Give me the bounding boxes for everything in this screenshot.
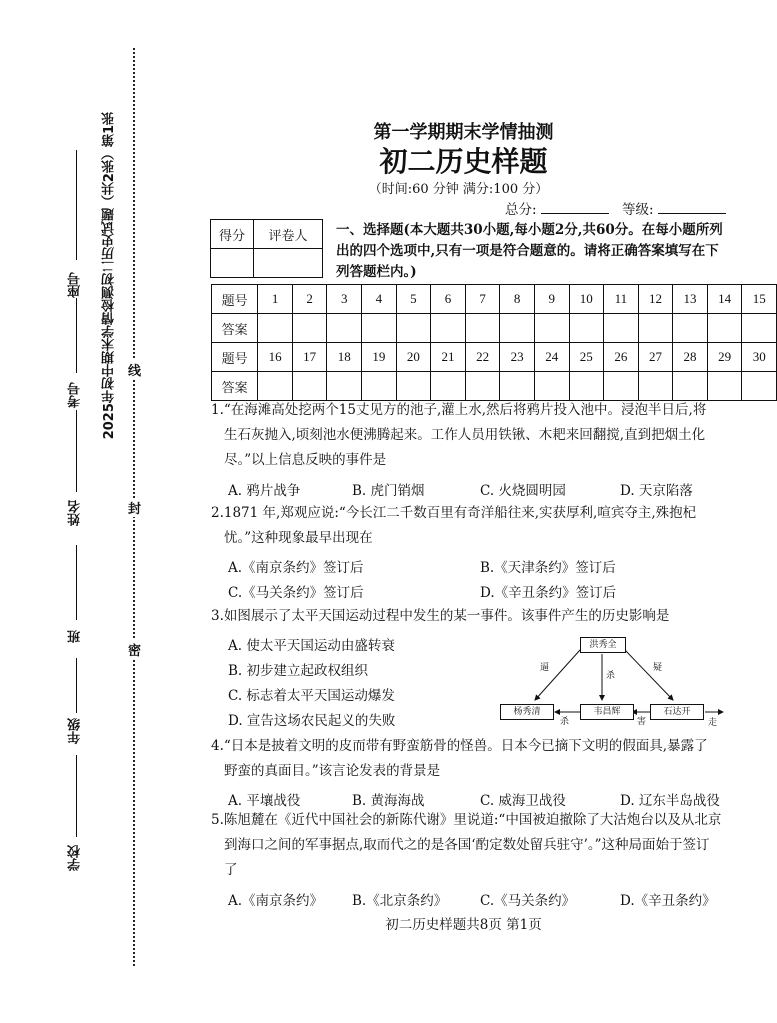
diagram-node-top: 洪秀全	[580, 637, 626, 653]
diagram-label-left: 逼	[540, 663, 550, 673]
answer-cell[interactable]	[258, 372, 293, 401]
table-row	[212, 314, 777, 343]
table-row	[212, 285, 777, 314]
answer-cell[interactable]	[327, 372, 362, 401]
answer-cell[interactable]	[604, 372, 639, 401]
diagram-label-bottom-left: 杀	[560, 717, 570, 727]
seal-char-feng: 封	[128, 498, 141, 517]
question-1-line: 生石灰抛入,顷刻池水便沸腾起来。工作人员用铁锹、木耙来回翻搅,直到把烟土化	[224, 427, 706, 443]
field-exam-no-line	[76, 298, 77, 373]
question-2-option-a[interactable]: A.《南京条约》签订后	[228, 560, 364, 576]
row-label-answer: 答案	[212, 314, 258, 343]
field-grade-line	[76, 658, 77, 713]
exam-subtitle: 初二历史样题	[379, 145, 548, 178]
answer-cell[interactable]	[673, 372, 708, 401]
question-1-option-c[interactable]: C. 火烧圆明园	[480, 483, 566, 499]
question-4-option-c[interactable]: C. 威海卫战役	[480, 793, 566, 809]
score-box-col1: 得分	[211, 220, 254, 249]
q-number: 12	[638, 285, 673, 314]
question-4-option-d[interactable]: D. 辽东半岛战役	[620, 793, 720, 809]
question-5-option-a[interactable]: A.《南京条约》	[228, 893, 324, 909]
question-5-option-b[interactable]: B.《北京条约》	[352, 893, 448, 909]
q-number: 21	[431, 343, 466, 372]
q-number: 16	[258, 343, 293, 372]
answer-cell[interactable]	[707, 314, 742, 343]
q-number: 11	[604, 285, 639, 314]
q-number: 9	[534, 285, 569, 314]
answer-cell[interactable]	[500, 372, 535, 401]
question-4-option-a[interactable]: A. 平壤战役	[228, 793, 301, 809]
score-box-col2: 评卷人	[254, 220, 323, 249]
q-number: 5	[396, 285, 431, 314]
question-1-line: 尽。”以上信息反映的事件是	[224, 452, 387, 468]
answer-cell[interactable]	[707, 372, 742, 401]
row-label-answer: 答案	[212, 372, 258, 401]
answer-cell[interactable]	[258, 314, 293, 343]
field-class-line	[76, 545, 77, 620]
section1-line1: 一、选择题(本大题共30小题,每小题2分,共60分。在每小题所列	[336, 222, 723, 238]
answer-cell[interactable]	[431, 314, 466, 343]
diagram-label-bottom-right: 害	[637, 717, 647, 727]
grade-field[interactable]	[622, 198, 726, 218]
question-2-option-b[interactable]: B.《天津条约》签订后	[480, 560, 616, 576]
q-number: 3	[327, 285, 362, 314]
q-number: 23	[500, 343, 535, 372]
question-5-option-d[interactable]: D.《辛丑条约》	[620, 893, 716, 909]
q-number: 6	[431, 285, 466, 314]
field-grade-label: 年级	[68, 718, 83, 744]
question-4-line: 4.“日本是披着文明的皮而带有野蛮筋骨的怪兽。日本今已摘下文明的假面具,暴露了	[211, 738, 708, 754]
q-number: 1	[258, 285, 293, 314]
q-number: 26	[604, 343, 639, 372]
q-number: 20	[396, 343, 431, 372]
q-number: 29	[707, 343, 742, 372]
question-3-option-a[interactable]: A. 使太平天国运动由盛转衰	[228, 638, 395, 654]
table-row	[212, 372, 777, 401]
question-2-option-d[interactable]: D.《辛丑条约》签订后	[480, 585, 617, 601]
answer-cell[interactable]	[638, 314, 673, 343]
score-box	[210, 219, 323, 278]
q-number: 4	[362, 285, 397, 314]
answer-cell[interactable]	[292, 372, 327, 401]
table-row	[212, 343, 777, 372]
score-cell[interactable]	[211, 249, 254, 278]
q-number: 13	[673, 285, 708, 314]
answer-cell[interactable]	[569, 372, 604, 401]
diagram-node-left: 杨秀清	[500, 704, 554, 720]
diagram-node-right: 石达开	[650, 704, 704, 720]
q-number: 17	[292, 343, 327, 372]
field-seat-label: 座号	[68, 272, 83, 298]
answer-cell[interactable]	[604, 314, 639, 343]
answer-cell[interactable]	[465, 314, 500, 343]
q-number: 25	[569, 343, 604, 372]
answer-cell[interactable]	[742, 314, 777, 343]
total-score-field[interactable]	[505, 198, 609, 218]
question-2-stem	[211, 501, 751, 551]
answer-cell[interactable]	[362, 372, 397, 401]
q-number: 14	[707, 285, 742, 314]
question-5-line: 了	[224, 862, 238, 878]
diagram-label-out: 走	[708, 718, 718, 728]
q-number: 24	[534, 343, 569, 372]
answer-cell[interactable]	[742, 372, 777, 401]
grader-cell[interactable]	[254, 249, 323, 278]
question-1-option-d[interactable]: D. 天京陷落	[620, 483, 693, 499]
field-class-label: 班	[68, 630, 83, 643]
field-school-label: 学校	[68, 845, 83, 871]
question-1-stem	[211, 398, 751, 473]
question-1-line: 1.“在海滩高处挖两个15丈见方的池子,灌上水,然后将鸦片投入池中。浸泡半日后,将	[211, 402, 707, 418]
answer-table	[211, 284, 777, 401]
seal-char-mi: 密	[128, 640, 141, 659]
question-3-option-c[interactable]: C. 标志着太平天国运动爆发	[228, 688, 395, 704]
row-label-question: 题号	[212, 285, 258, 314]
question-3-option-d[interactable]: D. 宣告这场农民起义的失败	[228, 713, 396, 729]
q-number: 18	[327, 343, 362, 372]
question-3-option-b[interactable]: B. 初步建立起政权组织	[228, 663, 369, 679]
q-number: 10	[569, 285, 604, 314]
answer-cell[interactable]	[327, 314, 362, 343]
answer-cell[interactable]	[673, 314, 708, 343]
question-5-line: 到海口之间的军事据点,取而代之的是各国‘酌定数处留兵驻守’。”这种局面始于签订	[224, 837, 710, 853]
q-number: 19	[362, 343, 397, 372]
field-exam-no-label: 考号	[68, 382, 83, 408]
q-number: 8	[500, 285, 535, 314]
answer-cell[interactable]	[431, 372, 466, 401]
binding-header-text: 2025年初中期末学情检测初二历史试题（共2张）第1张	[102, 112, 117, 440]
question-4-line: 野蛮的真面目。”该言论发表的背景是	[224, 763, 441, 779]
answer-cell[interactable]	[396, 314, 431, 343]
question-3-line: 3.如图展示了太平天国运动过程中发生的某一事件。该事件产生的历史影响是	[211, 608, 670, 624]
question-2-option-c[interactable]: C.《马关条约》签订后	[228, 585, 364, 601]
seal-char-xian: 线	[128, 360, 141, 379]
q-number: 2	[292, 285, 327, 314]
question-2-line: 2.1871 年,郑观应说:“今长江二千数百里有奇洋船往来,实获厚利,喧宾夺主,殊抱杞	[211, 505, 697, 521]
field-school-line	[76, 755, 77, 837]
question-4-option-b[interactable]: B. 黄海海战	[352, 793, 425, 809]
question-5-line: 5.陈旭麓在《近代中国社会的新陈代谢》里说道:“中国被迫撤除了大沽炮台以及从北京	[211, 812, 722, 828]
answer-cell[interactable]	[534, 372, 569, 401]
q-number: 22	[465, 343, 500, 372]
answer-cell[interactable]	[396, 372, 431, 401]
question-5-option-c[interactable]: C.《马关条约》	[480, 893, 576, 909]
exam-time-info: （时间:60 分钟 满分:100 分）	[368, 182, 549, 197]
answer-cell[interactable]	[534, 314, 569, 343]
section1-line2: 出的四个选项中,只有一项是符合题意的。请将正确答案填写在下	[336, 243, 719, 259]
answer-cell[interactable]	[362, 314, 397, 343]
exam-title: 第一学期期末学情抽测	[373, 122, 554, 143]
section1-line3: 列答题栏内。)	[336, 264, 417, 280]
answer-cell[interactable]	[638, 372, 673, 401]
q-number: 30	[742, 343, 777, 372]
answer-cell[interactable]	[465, 372, 500, 401]
diagram-label-mid: 杀	[606, 671, 616, 681]
q-number: 15	[742, 285, 777, 314]
grade-label: 等级:	[622, 202, 654, 218]
row-label-question: 题号	[212, 343, 258, 372]
question-3-stem	[211, 604, 751, 629]
diagram-label-right: 疑	[653, 663, 663, 673]
field-name-label: 姓名	[68, 500, 83, 526]
question-2-line: 忧。”这种现象最早出现在	[224, 530, 373, 546]
q-number: 7	[465, 285, 500, 314]
total-score-label: 总分:	[505, 202, 537, 218]
q-number: 27	[638, 343, 673, 372]
question-1-option-b[interactable]: B. 虎门销烟	[352, 483, 425, 499]
question-4-stem	[211, 734, 751, 784]
answer-cell[interactable]	[569, 314, 604, 343]
q-number: 28	[673, 343, 708, 372]
diagram-node-middle: 韦昌辉	[580, 704, 634, 720]
field-name-line	[76, 410, 77, 492]
question-1-option-a[interactable]: A. 鸦片战争	[228, 483, 301, 499]
page-footer: 初二历史样题共8页 第1页	[385, 917, 542, 933]
section1-instructions	[336, 220, 756, 283]
answer-cell[interactable]	[500, 314, 535, 343]
answer-cell[interactable]	[292, 314, 327, 343]
question-5-stem	[211, 808, 751, 883]
